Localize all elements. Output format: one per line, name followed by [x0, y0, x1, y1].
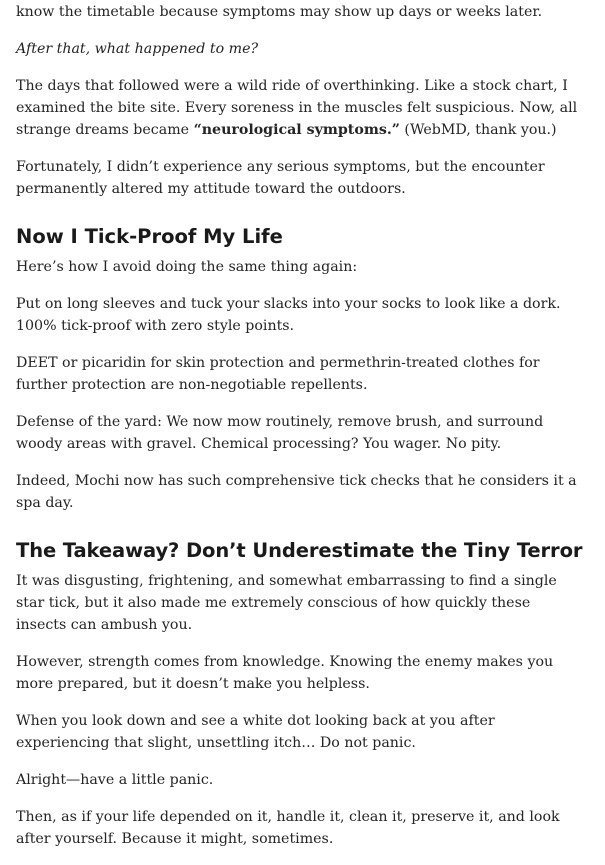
paragraph-timetable: know the timetable because symptoms may show up days or weeks later.	[16, 4, 543, 20]
heading-takeaway: The Takeaway? Don’t Underestimate the Tiny Terror	[16, 539, 583, 562]
paragraph-little-panic: Alright—have a little panic.	[16, 772, 214, 788]
paragraph-yard-defense: Defense of the yard: We now mow routinely, remove brush, and surround woody areas with gravel. Chemical processing? You wager. No pity.	[16, 414, 544, 452]
paragraph-long-sleeves: Put on long sleeves and tuck your slacks into your socks to look like a dork. 100% tick-proof with zero style points.	[16, 296, 561, 334]
heading-tick-proof: Now I Tick-Proof My Life	[16, 225, 283, 248]
article-body	[16, 0, 584, 865]
italic-question: After that, what happened to me?	[16, 41, 259, 57]
paragraph-disgusting: It was disgusting, frightening, and somewhat embarrassing to find a single star tick, but it also made me extremely conscious of how quickly these insects can ambush you.	[16, 573, 557, 633]
neurological-symptoms-bold: “neurological symptoms.”	[193, 122, 400, 138]
paragraph-knowledge: However, strength comes from knowledge. Knowing the enemy makes you more prepared, but it doesn’t make you helpless.	[16, 654, 554, 692]
paragraph-mochi: Indeed, Mochi now has such comprehensive tick checks that he considers it a spa day.	[16, 473, 577, 511]
overthinking-text: The days that followed were a wild ride of overthinking. Like a stock chart, I examined the bite site. Every soreness in the muscles felt suspicious. Now, all strange dreams became	[16, 78, 578, 138]
paragraph-handle-it: Then, as if your life depended on it, handle it, clean it, preserve it, and look after yourself. Because it might, sometimes.	[16, 809, 560, 847]
webmd-text: (WebMD, thank you.)	[399, 122, 557, 138]
paragraph-question	[16, 38, 584, 60]
paragraph-how-i-avoid: Here’s how I avoid doing the same thing again:	[16, 259, 358, 275]
paragraph-white-dot: When you look down and see a white dot looking back at you after experiencing that slight, unsettling itch… Do not panic.	[16, 713, 495, 751]
paragraph-overthinking	[16, 75, 584, 141]
paragraph-repellents: DEET or picaridin for skin protection and permethrin-treated clothes for further protection are non-negotiable repellents.	[16, 355, 540, 393]
paragraph-fortunately: Fortunately, I didn’t experience any serious symptoms, but the encounter permanently altered my attitude toward the outdoors.	[16, 159, 545, 197]
